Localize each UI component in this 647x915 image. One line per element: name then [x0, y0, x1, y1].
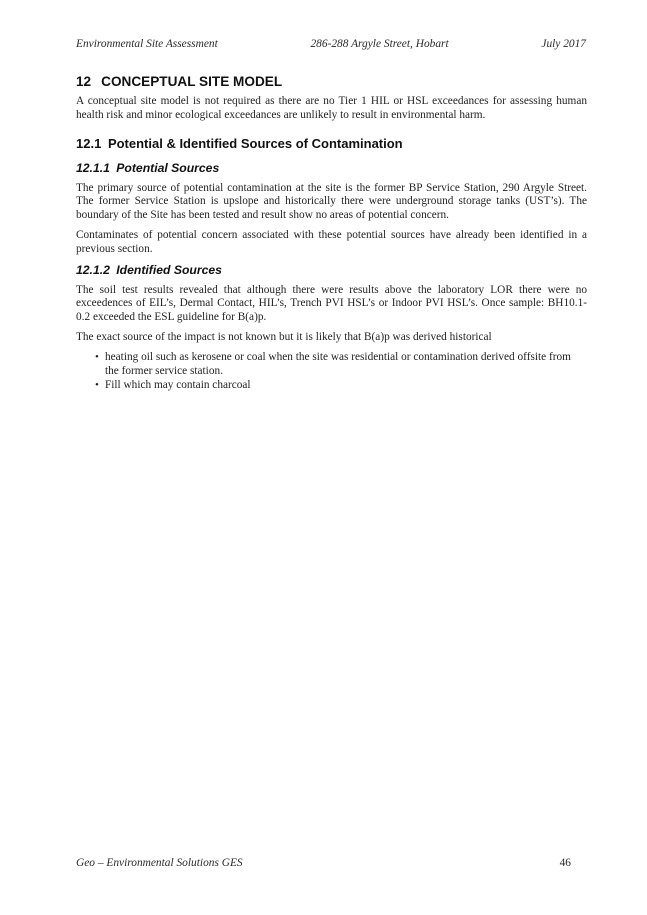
- section-12-1-2-heading: [76, 263, 587, 278]
- header-site-address: 286-288 Argyle Street, Hobart: [310, 38, 449, 50]
- section-12-paragraph: A conceptual site model is not required as there are no Tier 1 HIL or HSL exceedances for assessing human health risk and minor ecological exceedances are unlikely to result in environmental harm.: [76, 95, 587, 121]
- section-12-1-2-title: Identified Sources: [116, 262, 222, 277]
- page-header: [76, 38, 586, 50]
- section-12-1-1-title: Potential Sources: [116, 160, 220, 175]
- bullet-icon: •: [95, 379, 99, 392]
- section-12-number: 12: [76, 74, 92, 89]
- section-12-1-2-number: 12.1.2: [76, 262, 110, 277]
- identified-sources-paragraph-2: The exact source of the impact is not known but it is likely that B(a)p was derived historical: [76, 330, 492, 343]
- section-12-1-number: 12.1: [76, 135, 102, 151]
- header-document-title: Environmental Site Assessment: [76, 38, 218, 50]
- page-body: [76, 74, 587, 394]
- identified-sources-bullet-list: [76, 351, 587, 393]
- section-12-title: CONCEPTUAL SITE MODEL: [101, 74, 283, 89]
- section-12-1-title: Potential & Identified Sources of Contamination: [107, 135, 403, 151]
- potential-sources-paragraph-1: The primary source of potential contamination at the site is the former BP Service Station, 290 Argyle Street. The former Service Station is upslope and historically there were underground storage tanks (UST’s). The boundary of the Site has been tested and result show no areas of potential concern.: [76, 181, 587, 222]
- page-footer: [76, 857, 571, 869]
- bullet-text: heating oil such as kerosene or coal when the site was residential or contamination derived offsite from the former service station.: [105, 350, 571, 377]
- header-date: July 2017: [541, 38, 586, 50]
- section-12-1-heading: [76, 136, 587, 152]
- list-item: [76, 351, 587, 379]
- footer-organisation: Geo – Environmental Solutions GES: [76, 857, 243, 869]
- identified-sources-paragraph-1: The soil test results revealed that although there were results above the laboratory LOR there were no exceedences of EIL’s, Dermal Contact, HIL’s, Trench PVI HSL’s or Indoor PVI HSL’s. Once sample: BH10.1-0.2 exceeded the ESL guideline for B(a)p.: [76, 283, 587, 324]
- section-12-heading: [76, 74, 587, 90]
- bullet-icon: •: [95, 350, 99, 363]
- potential-sources-paragraph-2: Contaminates of potential concern associated with these potential sources have already been identified in a previous section.: [76, 228, 587, 255]
- footer-page-number: 46: [559, 857, 571, 869]
- section-12-1-1-heading: [76, 161, 587, 176]
- list-item: [76, 379, 587, 393]
- section-12-1-1-number: 12.1.1: [76, 160, 110, 175]
- bullet-text: Fill which may contain charcoal: [105, 379, 251, 392]
